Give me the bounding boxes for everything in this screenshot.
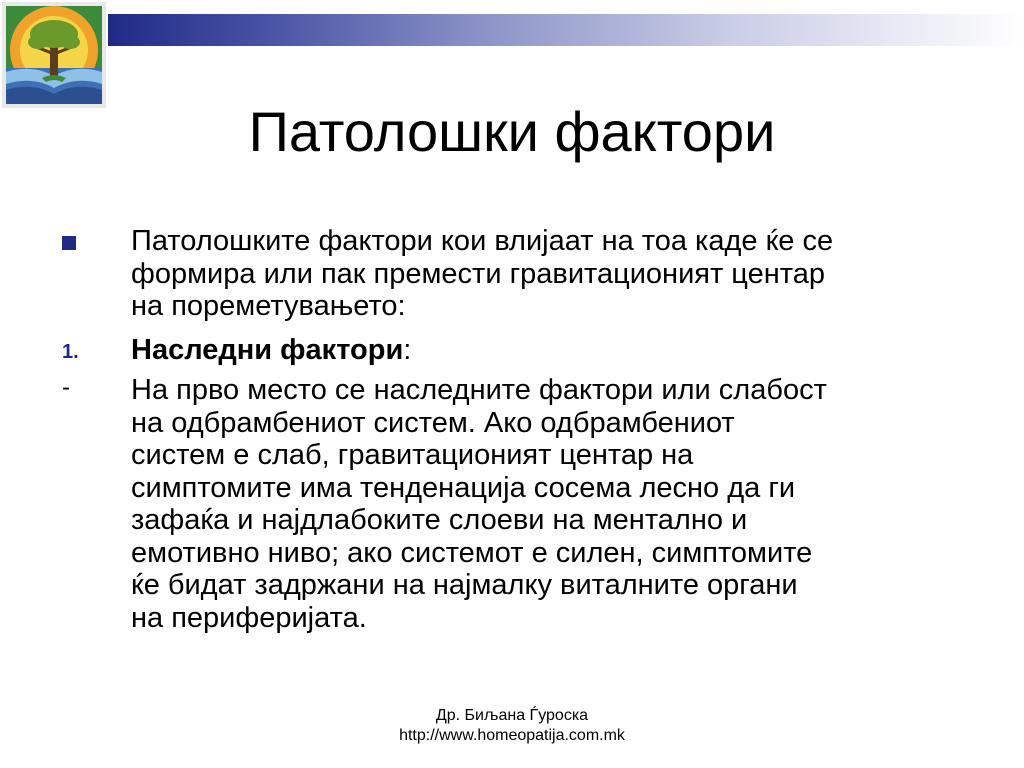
slide-title: Патолошки фактори <box>248 100 776 163</box>
text-line: систем е слаб, гравитационият центар на <box>131 439 694 471</box>
text-line: формира или пак премести гравитационият центар <box>131 257 825 290</box>
intro-paragraph <box>131 225 1011 323</box>
header-gradient-bar <box>108 14 1024 46</box>
hereditary-factors-label: Наследни фактори <box>131 334 404 366</box>
detail-paragraph <box>131 374 1011 634</box>
text-line: На прво место се наследните фактори или слабост <box>131 374 827 406</box>
text-line: емотивно ниво; ако системот е силен, симптомите <box>131 536 813 569</box>
square-bullet-icon <box>62 236 76 250</box>
text-line: на периферијата. <box>131 601 367 634</box>
text-line: на одбрамбениот систем. Ако одбрамбениот <box>131 406 735 439</box>
text-line: ќе бидат задржани на најмалку виталните органи <box>131 569 798 601</box>
text-line: Патолошките фактори кои влијаат на тоа каде ќе се <box>131 225 834 257</box>
footer <box>0 706 1024 746</box>
text-line: на пореметувањето: <box>131 290 406 322</box>
colon: : <box>403 334 412 366</box>
text-line: зафаќа и најдлабоките слоеви на ментално и <box>131 504 748 536</box>
tree-sun-logo <box>2 2 106 108</box>
text-line: симптомите има тенденација сосема лесно да ги <box>131 471 796 504</box>
footer-url[interactable]: http://www.homeopatija.com.mk <box>399 727 625 744</box>
hereditary-heading <box>131 334 1011 367</box>
dash-marker: - <box>62 374 70 401</box>
list-number: 1. <box>62 341 79 363</box>
footer-author: Др. Биљана Ѓуроска <box>435 707 589 724</box>
